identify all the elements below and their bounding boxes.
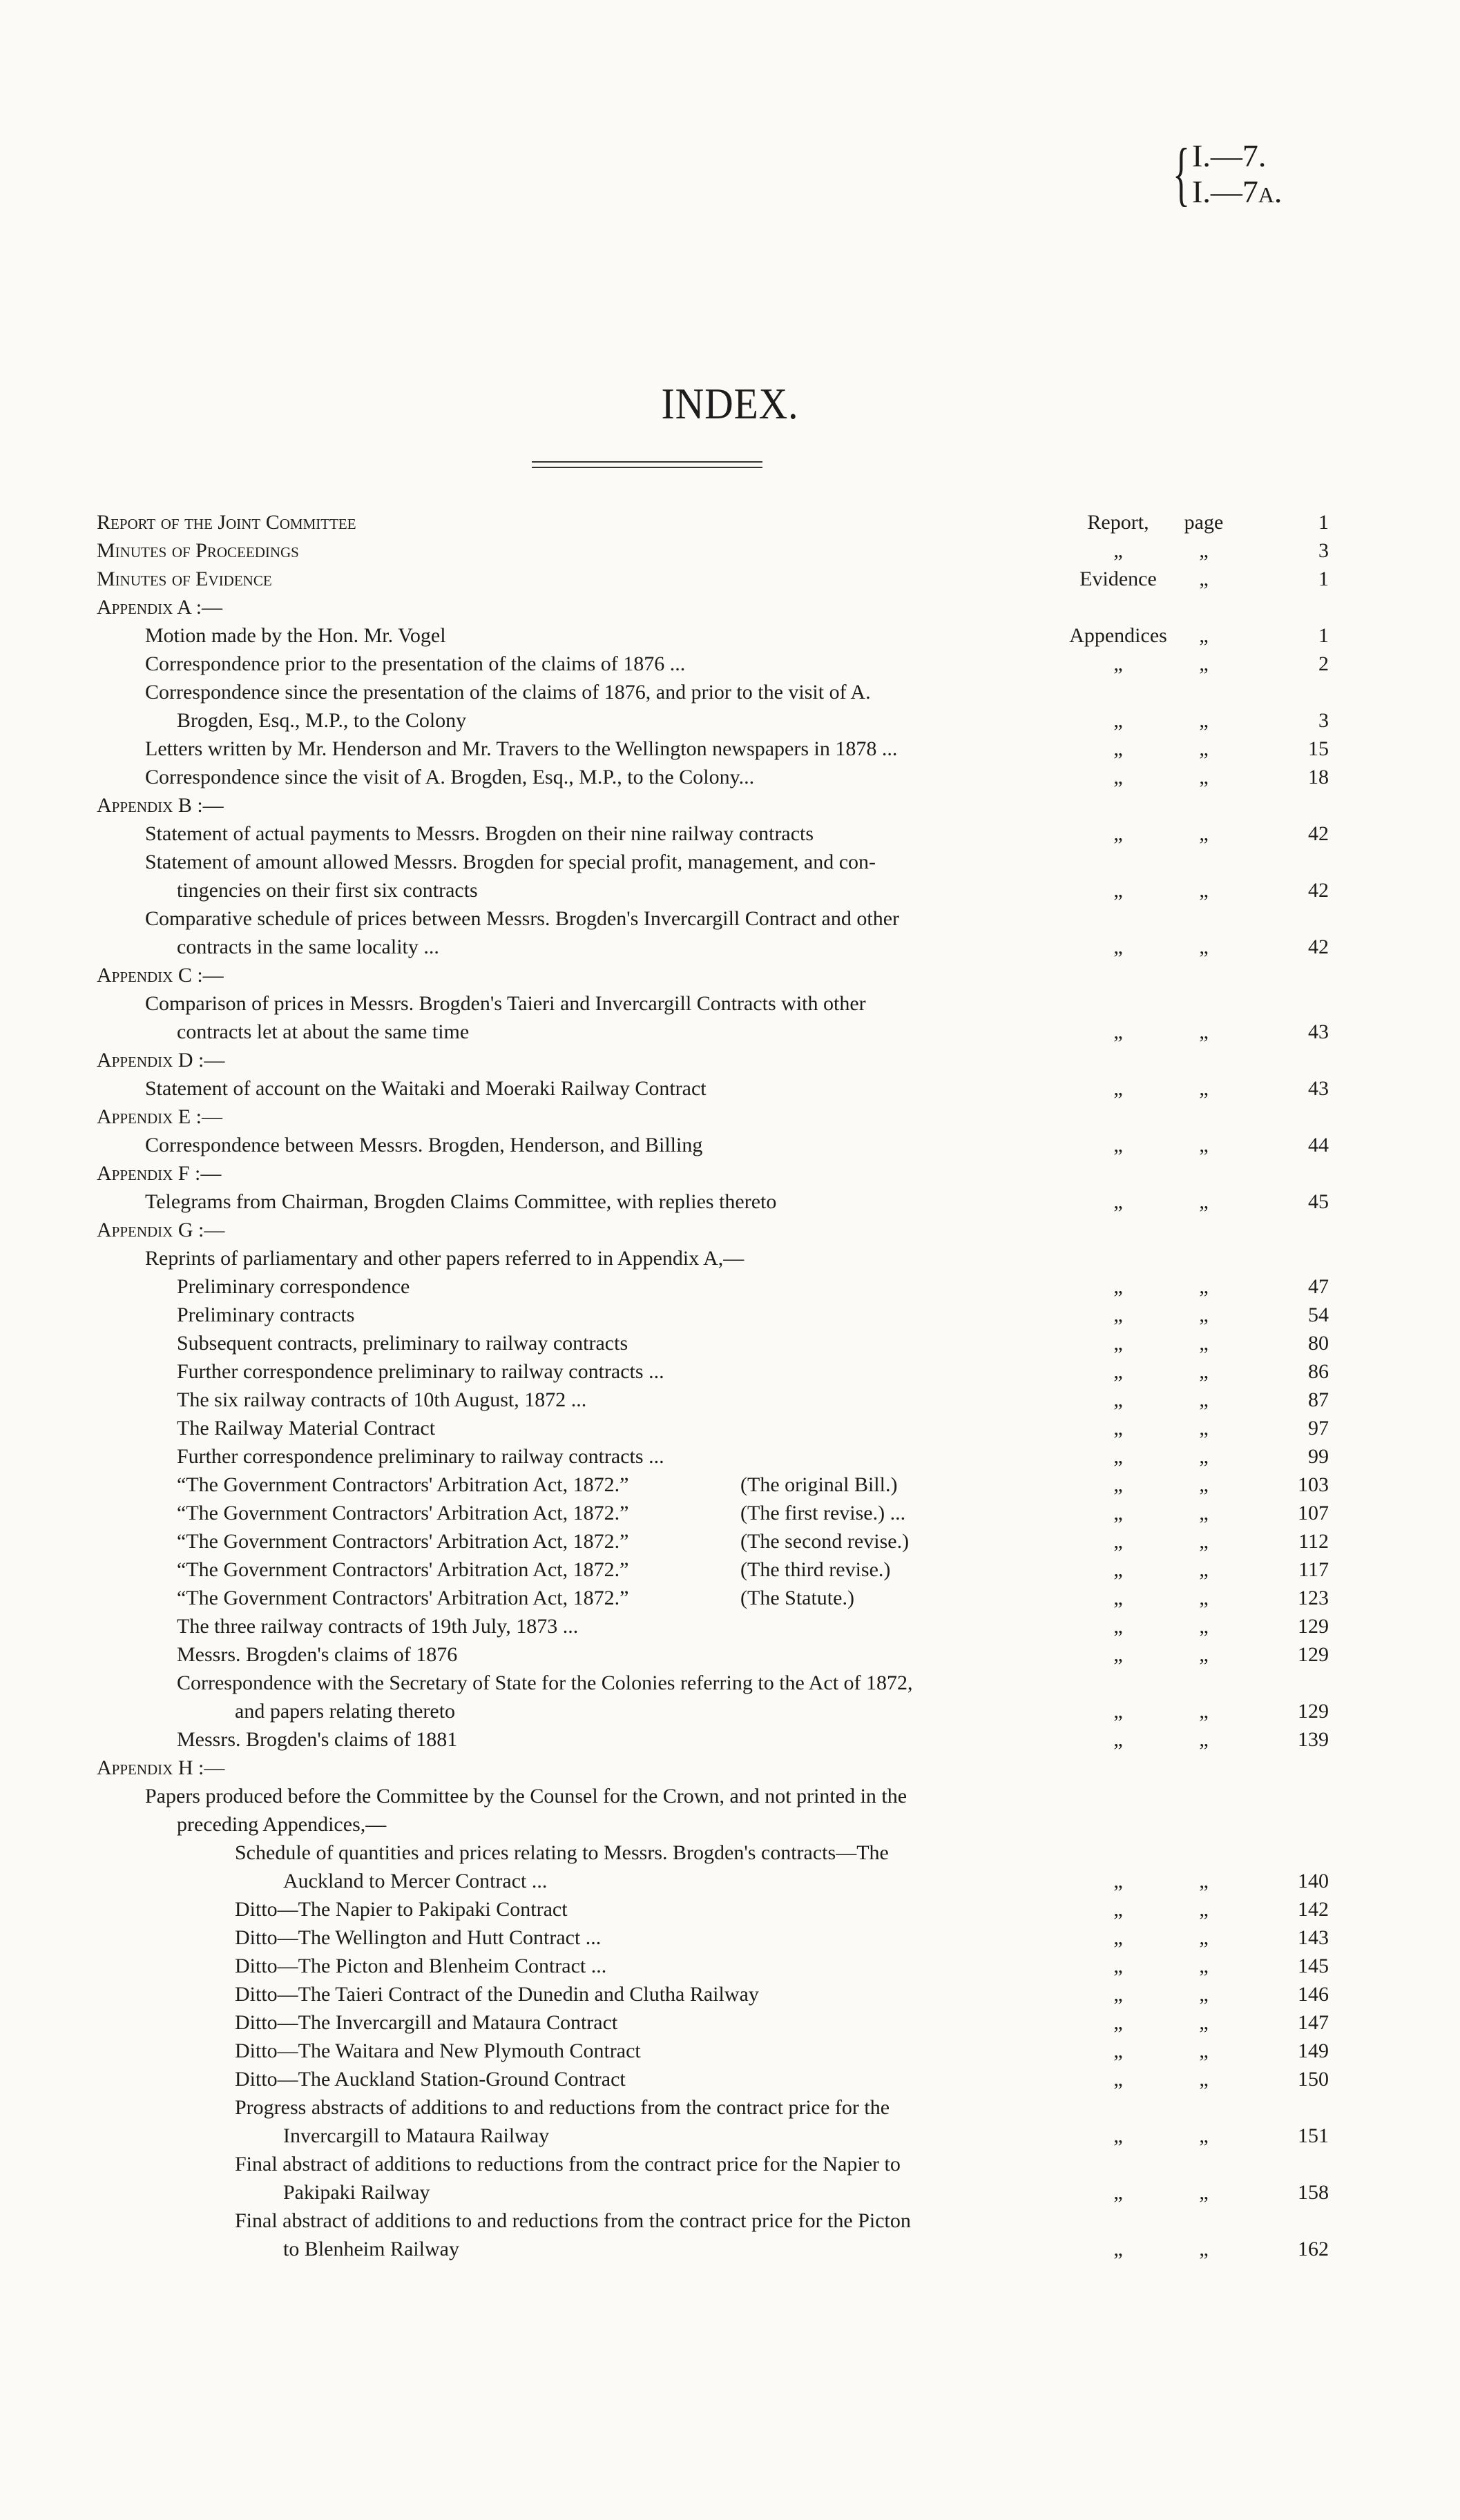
entry-page-number: 150 (1298, 2068, 1329, 2091)
index-entry (0, 1386, 1460, 1414)
entry-section: Appendices (1069, 624, 1167, 647)
entry-title: Correspondence since the visit of A. Brogden, Esq., M.P., to the Colony... (145, 766, 755, 788)
entry-page-label: „ (1199, 2068, 1209, 2091)
entry-title: Minutes of Proceedings (97, 539, 299, 562)
index-entry (0, 1103, 1460, 1131)
entry-page-label: „ (1199, 1473, 1209, 1496)
entry-title: “The Government Contractors' Arbitration Act, 1872.” (177, 1558, 629, 1581)
entry-page-label: „ (1199, 1417, 1209, 1440)
entry-page-number: 107 (1298, 1502, 1329, 1524)
entry-page-number: 45 (1308, 1190, 1329, 1213)
entry-title: Further correspondence preliminary to railway contracts ... (177, 1360, 664, 1383)
entry-page-label: „ (1199, 1077, 1209, 1100)
entry-section: „ (1113, 2068, 1123, 2091)
entry-title: Letters written by Mr. Henderson and Mr. Travers to the Wellington newspapers in 1878 ... (145, 737, 898, 760)
entry-page-label: „ (1199, 568, 1209, 590)
entry-page-number: 18 (1308, 766, 1329, 788)
entry-page-number: 54 (1308, 1303, 1329, 1326)
reference-line-1: I.—7. (1192, 138, 1267, 173)
entry-page-label: „ (1199, 1275, 1209, 1298)
index-entry (0, 933, 1460, 961)
entry-title: Motion made by the Hon. Mr. Vogel (145, 624, 446, 647)
entry-section: „ (1113, 652, 1123, 675)
entry-page-number: 15 (1308, 737, 1329, 760)
entry-page-label: „ (1199, 766, 1209, 788)
entry-title: to Blenheim Railway (283, 2238, 459, 2260)
entry-page-label: „ (1199, 1926, 1209, 1949)
entry-title: Ditto—The Napier to Pakipaki Contract (235, 1898, 568, 1921)
index-entry (0, 2093, 1460, 2122)
entry-section: „ (1113, 1502, 1123, 1524)
entry-title: Preliminary correspondence (177, 1275, 410, 1298)
index-entry (0, 2065, 1460, 2093)
entry-title: Pakipaki Railway (283, 2181, 430, 2204)
entry-page-number: 1 (1318, 568, 1329, 590)
index-entry (0, 1555, 1460, 1584)
entry-section: „ (1113, 1332, 1123, 1355)
entry-title: Papers produced before the Committee by the Counsel for the Crown, and not printed in the (145, 1785, 907, 1807)
entry-note: (The original Bill.) (740, 1473, 898, 1496)
index-entry (0, 1923, 1460, 1952)
entry-page-number: 3 (1318, 539, 1329, 562)
entry-page-number: 140 (1298, 1870, 1329, 1892)
entry-section: „ (1113, 1643, 1123, 1666)
entry-section: „ (1113, 1926, 1123, 1949)
entry-title: The six railway contracts of 10th August, 1872 ... (177, 1388, 587, 1411)
entry-title: Minutes of Evidence (97, 568, 272, 590)
entry-page-label: „ (1199, 652, 1209, 675)
index-entry (0, 1980, 1460, 2008)
entry-title: Subsequent contracts, preliminary to railway contracts (177, 1332, 628, 1355)
entry-page-label: „ (1199, 1134, 1209, 1156)
entry-page-label: „ (1199, 2011, 1209, 2034)
index-entry (0, 2008, 1460, 2037)
entry-page-number: 112 (1298, 1530, 1329, 1553)
entry-page-label: „ (1199, 1445, 1209, 1468)
entry-title: Schedule of quantities and prices relating to Messrs. Brogden's contracts—The (235, 1841, 889, 1864)
entry-note: (The Statute.) (740, 1587, 854, 1609)
title-rule-top (532, 461, 762, 463)
entry-page-number: 43 (1308, 1020, 1329, 1043)
entry-section: „ (1113, 1955, 1123, 1977)
entry-section: „ (1113, 1303, 1123, 1326)
entry-page-label: „ (1199, 1303, 1209, 1326)
index-entry (0, 1018, 1460, 1046)
entry-title: and papers relating thereto (235, 1700, 456, 1723)
entry-title: Preliminary contracts (177, 1303, 355, 1326)
entry-page-label: „ (1199, 1530, 1209, 1553)
entry-section: „ (1113, 1077, 1123, 1100)
index-entry (0, 735, 1460, 763)
entry-page-number: 42 (1308, 879, 1329, 902)
entry-page-number: 97 (1308, 1417, 1329, 1440)
entry-section: „ (1113, 2124, 1123, 2147)
index-entry (0, 1272, 1460, 1301)
entry-page-number: 129 (1298, 1700, 1329, 1723)
entry-section: „ (1113, 766, 1123, 788)
index-entry (0, 650, 1460, 678)
index-entry (0, 904, 1460, 933)
index-entry (0, 1499, 1460, 1527)
entry-page-label: „ (1199, 2039, 1209, 2062)
entry-page-number: 139 (1298, 1728, 1329, 1751)
index-entry (0, 1074, 1460, 1103)
entry-section: „ (1113, 2181, 1123, 2204)
index-entry (0, 1697, 1460, 1725)
entry-page-label: „ (1199, 624, 1209, 647)
index-entry (0, 2207, 1460, 2235)
index-entry (0, 1244, 1460, 1272)
entry-section: „ (1113, 2011, 1123, 2034)
entry-title: Brogden, Esq., M.P., to the Colony (177, 709, 467, 732)
entry-note: (The third revise.) (740, 1558, 891, 1581)
entry-section: „ (1113, 1275, 1123, 1298)
entry-section: „ (1113, 1190, 1123, 1213)
entry-title: contracts in the same locality ... (177, 936, 439, 958)
entry-page-number: 1 (1318, 511, 1329, 534)
entry-title: Reprints of parliamentary and other papers referred to in Appendix A,— (145, 1247, 745, 1270)
entry-section: „ (1113, 1615, 1123, 1638)
entry-title: Statement of actual payments to Messrs. Brogden on their nine railway contracts (145, 822, 814, 845)
index-entry (0, 1895, 1460, 1923)
entry-note: (The first revise.) ... (740, 1502, 906, 1524)
entry-page-number: 43 (1308, 1077, 1329, 1100)
entry-page-label: „ (1199, 1700, 1209, 1723)
index-entry (0, 1867, 1460, 1895)
entry-title: Comparison of prices in Messrs. Brogden's Taieri and Invercargill Contracts with other (145, 992, 866, 1015)
entry-page-label: „ (1199, 1587, 1209, 1609)
index-entry (0, 763, 1460, 791)
index-entry (0, 678, 1460, 706)
entry-page-number: 146 (1298, 1983, 1329, 2006)
index-entry (0, 876, 1460, 904)
index-entry (0, 1527, 1460, 1555)
entry-title: The Railway Material Contract (177, 1417, 436, 1440)
entry-page-label: „ (1199, 539, 1209, 562)
entry-page-number: 86 (1308, 1360, 1329, 1383)
entry-page-number: 145 (1298, 1955, 1329, 1977)
index-entry (0, 1131, 1460, 1159)
index-entry (0, 1782, 1460, 1810)
entry-page-label: „ (1199, 936, 1209, 958)
entry-title: Appendix H :— (97, 1756, 225, 1779)
entry-section: „ (1113, 709, 1123, 732)
entry-title: Appendix D :— (97, 1049, 225, 1072)
entry-title: Correspondence between Messrs. Brogden, Henderson, and Billing (145, 1134, 703, 1156)
entry-section: „ (1113, 1983, 1123, 2006)
entry-section: „ (1113, 2039, 1123, 2062)
entry-title: “The Government Contractors' Arbitration Act, 1872.” (177, 1473, 629, 1496)
index-entry (0, 1810, 1460, 1839)
entry-section: „ (1113, 1445, 1123, 1468)
entry-title: Ditto—The Picton and Blenheim Contract ... (235, 1955, 607, 1977)
entry-page-number: 103 (1298, 1473, 1329, 1496)
entry-page-label: „ (1199, 1190, 1209, 1213)
entry-section: „ (1113, 2238, 1123, 2260)
entry-title: Messrs. Brogden's claims of 1876 (177, 1643, 458, 1666)
entry-page-label: „ (1199, 709, 1209, 732)
entry-note: (The second revise.) (740, 1530, 910, 1553)
index-entry (0, 1952, 1460, 1980)
entry-page-label: „ (1199, 737, 1209, 760)
entry-section: „ (1113, 1417, 1123, 1440)
entry-section: „ (1113, 1530, 1123, 1553)
entry-page-label: „ (1199, 1728, 1209, 1751)
entry-page-number: 123 (1298, 1587, 1329, 1609)
index-entry (0, 1612, 1460, 1640)
entry-page-number: 2 (1318, 652, 1329, 675)
index-entry (0, 1640, 1460, 1669)
reference-line-2: I.—7a. (1192, 174, 1283, 209)
index-entry (0, 1414, 1460, 1442)
entry-page-number: 143 (1298, 1926, 1329, 1949)
entry-title: Correspondence since the presentation of the claims of 1876, and prior to the visit of A. (145, 681, 871, 704)
entry-title: Appendix B :— (97, 794, 224, 817)
entry-title: preceding Appendices,— (177, 1813, 387, 1836)
entry-title: Comparative schedule of prices between Messrs. Brogden's Invercargill Contract and other (145, 907, 900, 930)
entry-section: „ (1113, 1898, 1123, 1921)
index-entry (0, 621, 1460, 650)
index-entry (0, 593, 1460, 621)
entry-page-label: „ (1199, 1502, 1209, 1524)
entry-section: „ (1113, 539, 1123, 562)
entry-section: „ (1113, 1020, 1123, 1043)
index-entry (0, 536, 1460, 565)
entry-title: Final abstract of additions to and reductions from the contract price for the Picton (235, 2209, 911, 2232)
entry-title: Ditto—The Invercargill and Mataura Contract (235, 2011, 618, 2034)
title-rule-bottom (532, 467, 762, 468)
entry-title: Report of the Joint Committee (97, 511, 356, 534)
entry-title: Ditto—The Auckland Station-Ground Contract (235, 2068, 626, 2091)
entry-page-number: 117 (1298, 1558, 1329, 1581)
entry-page-number: 42 (1308, 822, 1329, 845)
entry-page-label: „ (1199, 2181, 1209, 2204)
entry-title: Further correspondence preliminary to railway contracts ... (177, 1445, 664, 1468)
entry-page-number: 151 (1298, 2124, 1329, 2147)
index-entry (0, 2178, 1460, 2207)
entry-section: „ (1113, 1134, 1123, 1156)
page-title: INDEX. (661, 379, 799, 428)
entry-page-label: „ (1199, 1615, 1209, 1638)
entry-section: Report, (1087, 511, 1149, 534)
entry-page-number: 44 (1308, 1134, 1329, 1156)
entry-page-label: page (1184, 511, 1224, 534)
entry-page-label: „ (1199, 1870, 1209, 1892)
index-entry (0, 1725, 1460, 1754)
entry-title: Telegrams from Chairman, Brogden Claims Committee, with replies thereto (145, 1190, 777, 1213)
entry-page-number: 99 (1308, 1445, 1329, 1468)
entry-title: Appendix G :— (97, 1219, 225, 1241)
entry-section: „ (1113, 1587, 1123, 1609)
entry-section: „ (1113, 822, 1123, 845)
document-reference (1173, 134, 1283, 213)
index-entry (0, 791, 1460, 820)
index-entry (0, 1301, 1460, 1329)
index-entry (0, 2235, 1460, 2263)
entry-section: „ (1113, 1558, 1123, 1581)
entry-page-number: 87 (1308, 1388, 1329, 1411)
entry-title: Invercargill to Mataura Railway (283, 2124, 550, 2147)
entry-section: „ (1113, 1473, 1123, 1496)
index-entry (0, 1754, 1460, 1782)
brace-glyph: { (1173, 134, 1190, 213)
entry-page-label: „ (1199, 1332, 1209, 1355)
entry-section: „ (1113, 1700, 1123, 1723)
entry-title: Ditto—The Waitara and New Plymouth Contract (235, 2039, 641, 2062)
index-entry (0, 565, 1460, 593)
entry-title: “The Government Contractors' Arbitration Act, 1872.” (177, 1587, 629, 1609)
entry-page-label: „ (1199, 1360, 1209, 1383)
entry-page-number: 149 (1298, 2039, 1329, 2062)
entry-title: Final abstract of additions to reductions from the contract price for the Napier to (235, 2153, 901, 2175)
index-entry (0, 1357, 1460, 1386)
entry-title: Appendix E :— (97, 1105, 223, 1128)
index-entry (0, 961, 1460, 989)
entry-title: “The Government Contractors' Arbitration Act, 1872.” (177, 1502, 629, 1524)
index-entry (0, 2122, 1460, 2150)
index-entry (0, 820, 1460, 848)
entry-title: Ditto—The Taieri Contract of the Dunedin and Clutha Railway (235, 1983, 759, 2006)
entry-page-label: „ (1199, 2124, 1209, 2147)
entry-section: „ (1113, 737, 1123, 760)
entry-page-number: 3 (1318, 709, 1329, 732)
index-entry (0, 1839, 1460, 1867)
index-entry (0, 508, 1460, 536)
entry-page-number: 42 (1308, 936, 1329, 958)
entry-title: Statement of amount allowed Messrs. Brogden for special profit, management, and con- (145, 851, 876, 873)
entry-section: Evidence (1079, 568, 1157, 590)
entry-page-number: 1 (1318, 624, 1329, 647)
entry-section: „ (1113, 936, 1123, 958)
entry-page-number: 162 (1298, 2238, 1329, 2260)
entry-page-label: „ (1199, 822, 1209, 845)
entry-title: Auckland to Mercer Contract ... (283, 1870, 548, 1892)
index-entry (0, 1669, 1460, 1697)
entry-title: Progress abstracts of additions to and reductions from the contract price for the (235, 2096, 890, 2119)
entry-page-number: 80 (1308, 1332, 1329, 1355)
entry-section: „ (1113, 879, 1123, 902)
entry-title: The three railway contracts of 19th July, 1873 ... (177, 1615, 579, 1638)
entry-section: „ (1113, 1870, 1123, 1892)
entry-section: „ (1113, 1388, 1123, 1411)
entry-page-number: 129 (1298, 1615, 1329, 1638)
entry-page-label: „ (1199, 879, 1209, 902)
index-entry (0, 1159, 1460, 1188)
entry-page-label: „ (1199, 1898, 1209, 1921)
entry-page-label: „ (1199, 2238, 1209, 2260)
index-entry (0, 2037, 1460, 2065)
entry-title: Correspondence with the Secretary of State for the Colonies referring to the Act of 1872, (177, 1671, 913, 1694)
entry-title: Statement of account on the Waitaki and Moeraki Railway Contract (145, 1077, 707, 1100)
index-entry (0, 1046, 1460, 1074)
entry-page-number: 147 (1298, 2011, 1329, 2034)
entry-page-label: „ (1199, 1955, 1209, 1977)
entry-page-label: „ (1199, 1388, 1209, 1411)
entry-page-label: „ (1199, 1020, 1209, 1043)
entry-title: Correspondence prior to the presentation of the claims of 1876 ... (145, 652, 686, 675)
index-entry (0, 1584, 1460, 1612)
index-entry (0, 706, 1460, 735)
entry-page-number: 158 (1298, 2181, 1329, 2204)
index-entry (0, 1471, 1460, 1499)
entry-page-number: 142 (1298, 1898, 1329, 1921)
entry-title: “The Government Contractors' Arbitration Act, 1872.” (177, 1530, 629, 1553)
entry-title: tingencies on their first six contracts (177, 879, 478, 902)
index-entry (0, 2150, 1460, 2178)
index-entry (0, 1216, 1460, 1244)
entry-title: Ditto—The Wellington and Hutt Contract ... (235, 1926, 602, 1949)
entry-title: Appendix A :— (97, 596, 223, 619)
entry-page-label: „ (1199, 1643, 1209, 1666)
entry-title: contracts let at about the same time (177, 1020, 470, 1043)
entry-page-number: 129 (1298, 1643, 1329, 1666)
entry-title: Appendix F :— (97, 1162, 222, 1185)
index-entry (0, 989, 1460, 1018)
entry-title: Appendix C :— (97, 964, 224, 987)
index-entry (0, 848, 1460, 876)
entry-page-number: 47 (1308, 1275, 1329, 1298)
entry-section: „ (1113, 1728, 1123, 1751)
index-entry (0, 1442, 1460, 1471)
entry-title: Messrs. Brogden's claims of 1881 (177, 1728, 458, 1751)
entry-page-label: „ (1199, 1983, 1209, 2006)
index-entry (0, 1188, 1460, 1216)
index-entry (0, 1329, 1460, 1357)
index-entries (0, 508, 1460, 2263)
entry-page-label: „ (1199, 1558, 1209, 1581)
entry-section: „ (1113, 1360, 1123, 1383)
